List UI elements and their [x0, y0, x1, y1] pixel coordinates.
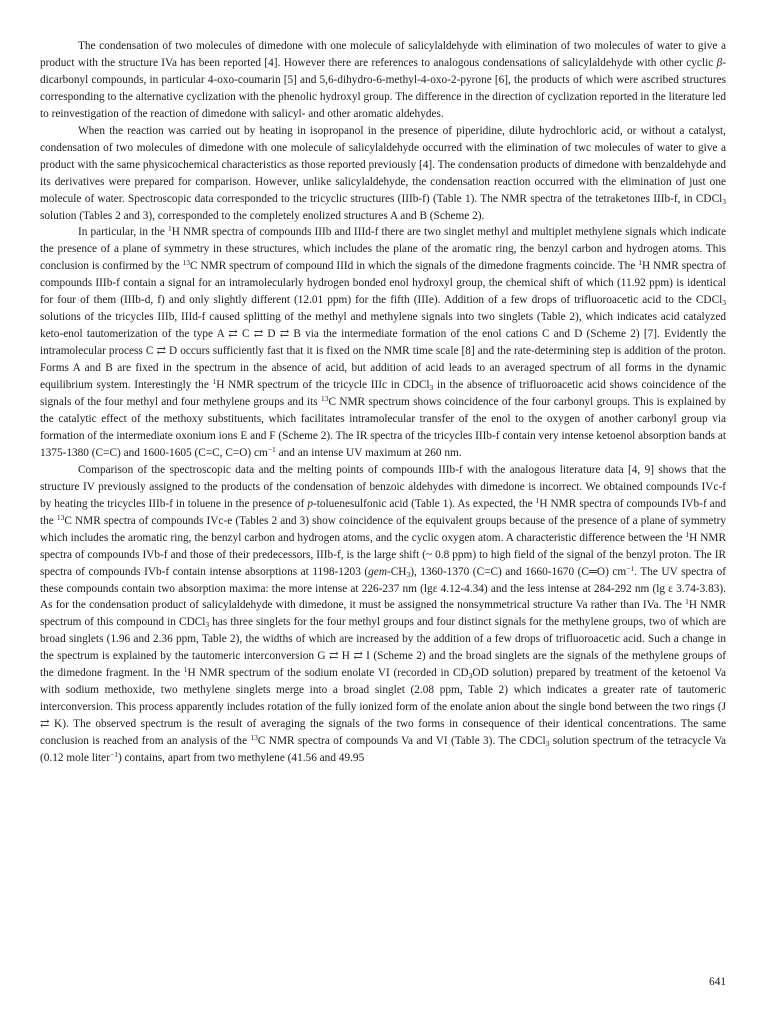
subscript: 3: [545, 739, 550, 749]
text-run: solution spectrum of the tetracycle Va (0.12 mole liter: [40, 735, 726, 765]
superscript: −1: [626, 563, 635, 573]
paragraph-4: [40, 462, 726, 767]
superscript: 1: [183, 665, 188, 675]
text-run: -toluenesulfonic acid (Table 1). As expected, the: [312, 497, 536, 510]
beta-symbol: β: [716, 56, 723, 69]
text-run: C NMR spectrum of compound IIId in which the signals of the dimedone fragments coincide. The: [190, 260, 639, 273]
text-run: H NMR spectra of compounds IVb-f and those of their predecessors, IIIb-f, is the large shift (~ 0.8 ppm) to high field of the signal of the benzyl proton. The IR spectra of compounds IVb-f contain intense absorptions at 1198-1203 (: [40, 531, 726, 578]
article-body: [40, 38, 726, 767]
superscript: 1: [535, 495, 540, 505]
page-number: 641: [709, 976, 726, 988]
superscript: 1: [212, 377, 217, 387]
superscript: 13: [250, 733, 258, 743]
text-run: ), 1360-1370 (C=C) and 1660-1670 (C═O) cm: [410, 565, 627, 578]
subscript: 3: [722, 298, 726, 308]
text-run: -dicarbonyl compounds, in particular 4-oxo-coumarin [5] and 5,6-dihydro-6-methyl-4-oxo-2-pyrone [6], the products of which were ascribed structures corresponding to the alternative cyclization with the phenolic hydroxyl group. The difference in the direction of cyclization reported in the literature led to reinvestigation of the reaction of dimedone with salicyl- and other aromatic aldehydes.: [40, 56, 726, 120]
text-run: solutions of the tricycles IIIb, IIId-f caused splitting of the methyl and methylene signals into two singlets (Table 2), which indicates acid catalyzed keto-enol tautomerization of the type A ⇄ C ⇄ D ⇄ B via the intermediate formation of the enol cations C and D (Scheme 2) [7]. Evidently the intramolecular process C ⇄ D occurs sufficiently fast that it is fixed on the NMR time scale [8] and the rate-determining step is addition of the proton. Forms A and B are fixed in the spectrum in the absence of acid, but addition of acid leads to an averaged spectrum of all forms in the dynamic equilibrium system. Interestingly the: [40, 311, 726, 392]
paragraph-2: [40, 123, 726, 225]
superscript: 13: [321, 394, 329, 404]
italic-run: gem: [368, 565, 387, 578]
text-run: C NMR spectrum shows coincidence of the four carbonyl groups. This is explained by the catalytic effect of the methoxy substituents, which facilitates intramolecular transfer of the enol to the oxygen of another carbonyl group via formation of the intermediate oxonium ions E and F (Scheme 2). The IR spectra of the tricycles IIIb-f contain very intense ketoenol absorption bands at 1375-1380 (C=C) and 1600-1605 (C=C, C=O) cm: [40, 396, 727, 459]
subscript: 3: [722, 196, 726, 206]
text-run: In particular, in the: [78, 226, 168, 239]
superscript: 1: [685, 597, 689, 607]
subscript: 3: [205, 620, 210, 630]
text-run: H NMR spectra of compounds IIIb and IIId-f there are two singlet methyl and multiplet methylene signals which indicate the presence of a plane of symmetry in these structures, which includes the plane of the aromatic ring, the benzyl carbon and hydrogen atoms. This conclusion is confirmed by the: [40, 226, 726, 273]
paragraph-3: [40, 224, 726, 461]
text-run: When the reaction was carried out by heating in isopropanol in the presence of piperidine, dilute hydrochloric acid, or without a catalyst, condensation of two molecules of dimedone with one molecule of salicylaldehyde occurred with the elimination of twc molecules of water to give a product with the same physicochemical characteristics as those reported previously [4]. The condensation products of dimedone with benzaldehyde and its derivatives were prepared for comparison. However, unlike salicylaldehyde, the condensation reaction occurred with the elimination of just one molecule of water. Spectroscopic data corresponded to the tricyclic structures (IIIb-f) (Table 1). The NMR spectra of the tetraketones IIIb-f, in CDCl: [40, 124, 726, 205]
text-run: H NMR spectra of compounds IVb-f and the: [40, 497, 726, 527]
text-run: -CH: [386, 565, 407, 578]
superscript: 13: [56, 512, 65, 522]
subscript: 3: [429, 383, 434, 393]
text-run: ) contains, apart from two methylene (41.56 and 49.95: [117, 752, 365, 765]
superscript: 1: [638, 258, 642, 268]
text-run: . The UV spectra of these compounds contain two absorption maxima: the more intense at 226-237 nm (lgε 4.12-4.34) and the less intense at 284-292 nm (lg ε 3.74-3.83). As for the condensation product of salicylaldehyde with dimedone, it must be assigned the nonsymmetrical structure Va rather than IVa. The: [40, 565, 726, 612]
text-run: C NMR spectra of compounds Va and VI (Table 3). The CDCl: [257, 735, 546, 748]
text-run: in the absence of trifluoroacetic acid shows coincidence of the signals of the four methyl and four methylene groups and its: [40, 379, 727, 409]
paragraph-1: [40, 38, 726, 123]
subscript: 3: [468, 671, 473, 681]
superscript: 13: [182, 258, 191, 268]
text-run: H NMR spectrum of the tricycle IIIc in CDCl: [216, 379, 430, 392]
text-run: C NMR spectra of compounds IVc-e (Tables 2 and 3) show coincidence of the equivalent groups because of the presence of a plane of symmetry which includes the aromatic ring, the benzyl carbon and hydrogen atoms, and the cyclic oxygen atom. A characteristic difference between the: [40, 514, 726, 544]
italic-run: p: [307, 497, 313, 510]
text-run: and an intense UV maximum at 260 nm.: [275, 446, 462, 459]
superscript: 1: [685, 529, 690, 539]
text-run: H NMR spectra of compounds IIIb-f contain a signal for an intramolecularly hydrogen bonded enol hydroxyl group, the chemical shift of which (11.92 ppm) is identical for four of them (IIIb-d, f) and only slightly different (12.01 ppm) for the fifth (IIIe). Addition of a few drops of trifluoroacetic acid to the CDCl: [40, 260, 726, 307]
text-run: H NMR spectrum of the sodium enolate VI (recorded in CD: [187, 667, 469, 680]
text-run: has three singlets for the four methyl groups and four distinct signals for the methylene groups, two of which are broad singlets (1.96 and 2.36 ppm, Table 2), the widths of which are increased by the addition of a few drops of trifluoroacetic acid. Such a change in the spectrum is explained by the tautomeric interconversion G ⇄ H ⇄ I (Scheme 2) and the broad singlets are the signals of the methylene groups of the dimedone fragment. In the: [40, 616, 726, 680]
subscript: 3: [406, 569, 411, 579]
superscript: −1: [267, 444, 276, 454]
text-run: OD solution) prepared by treatment of the ketoenol Va with sodium methoxide, two methylene singlets merge into a broad singlet (2.08 ppm, Table 2) which indicates a greater rate of tautomeric interconversion. This process apparently includes rotation of the fully ionized form of the enolate anion about the single bond between the two rings (J ⇄ K). The observed spectrum is the result of averaging the signals of the two forms in consequence of their identical concentrations. The same conclusion is reached from an analysis of the: [40, 667, 726, 748]
text-run: Comparison of the spectroscopic data and the melting points of compounds IIIb-f with the analogous literature data [4, 9] shows that the structure IV previously assigned to the products of the condensation of benzoic aldehydes with dimedone is incorrect. We obtained compounds IVc-f by heating the tricycles IIIb-f in toluene in the presence of: [40, 463, 726, 510]
text-run: The condensation of two molecules of dimedone with one molecule of salicylaldehyde with elimination of two molecules of water to give a product with the structure IVa has been reported [4]. However there are references to analogous condensations of salicylaldehyde with other cyclic: [40, 40, 726, 69]
superscript: 1: [167, 224, 172, 234]
text-run: H NMR spectrum of this compound in CDCl: [40, 599, 726, 629]
superscript: −1: [109, 750, 118, 760]
text-run: solution (Tables 2 and 3), corresponded to the completely enolized structures A and B (Scheme 2).: [40, 209, 485, 222]
